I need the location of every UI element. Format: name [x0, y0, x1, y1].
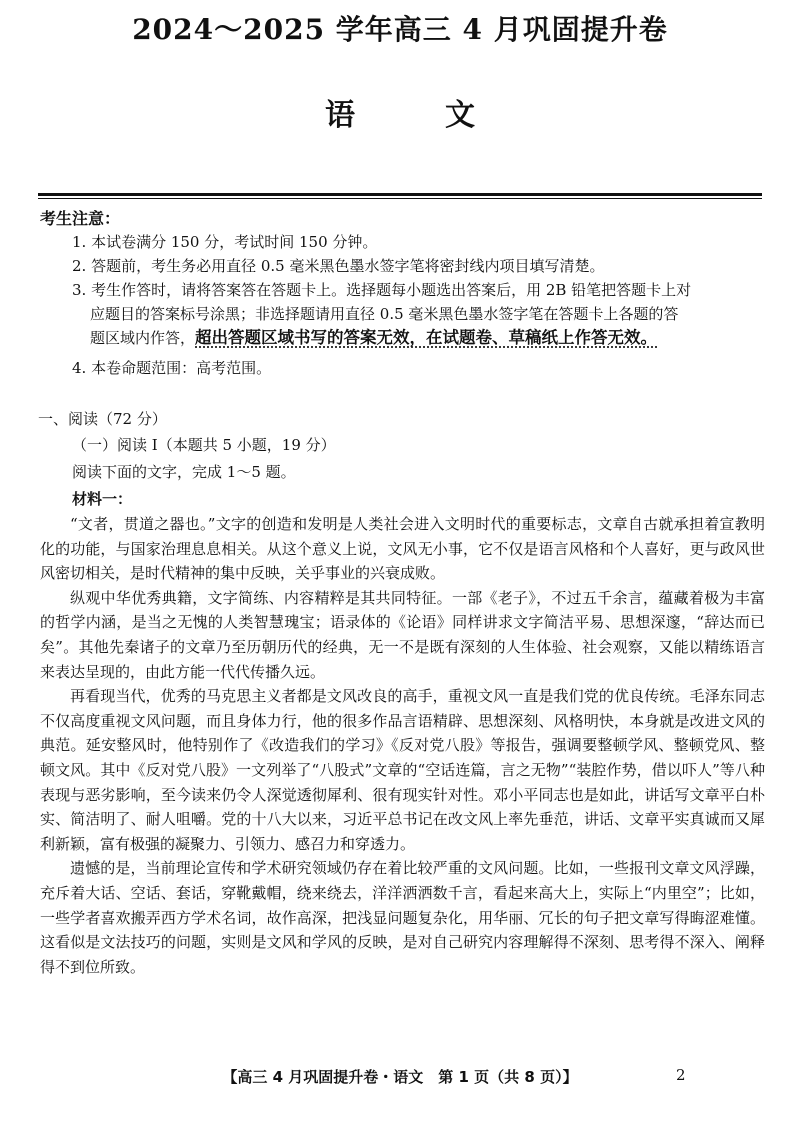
subject-title: 语文 — [325, 98, 565, 133]
paragraph-1: “文者，贯道之器也。”文字的创造和发明是人类社会进入文明时代的重要标志，文章自古就承担着宣教明化的功能，与国家治理息息相关。从这个意义上说，文风无小事，它不仅是语言风格和个人喜好，更与政风世风密切相关，是时代精神的集中反映，关乎事业的兴衰成败。 — [40, 515, 765, 583]
paragraph-2: 纵观中华优秀典籍，文字简练、内容精粹是其共同特征。一部《老子》，不过五千余言，蕴藏着极为丰富的哲学内涵，是当之无愧的人类智慧瑰宝；语录体的《论语》同样讲求文字简洁平易、思想深邃，“辞达而已矣”。其他先秦诸子的文章乃至历朝历代的经典，无一不是既有深刻的人生体验、社会观察，又能以精练语言来表达呈现的，由此方能一代代传播久远。 — [40, 588, 765, 681]
reading-instruction: 阅读下面的文字，完成 1～5 题。 — [72, 463, 296, 481]
exam-title: 2024～2025 学年高三 4 月巩固提升卷 — [132, 13, 668, 46]
header-divider — [38, 193, 762, 196]
material-label: 材料一： — [72, 490, 133, 508]
reading-subheading: （一）阅读 I（本题共 5 小题，19 分） — [72, 436, 336, 454]
notice-item-3-emphasis: 超出答题区域书写的答案无效，在试题卷、草稿纸上作答无效。 — [195, 328, 658, 347]
header-divider-thin — [38, 198, 762, 199]
paragraph-3: 再看现当代，优秀的马克思主义者都是文风改良的高手，重视文风一直是我们党的优良传统。毛泽东同志不仅高度重视文风问题，而且身体力行，他的很多作品言语精辟、思想深刻、风格明快，本身就是改进文风的典范。延安整风时，他特别作了《改造我们的学习》《反对党八股》等报告，强调要整顿学风、整顿党风、整顿文风。其中《反对党八股》一文列举了“八股式”文章的“空话连篇，言之无物”“装腔作势，借以吓人”等八种表现与恶劣影响，至今读来仍令人深觉透彻犀利、很有现实针对性。邓小平同志也是如此，讲话写文章平白朴实、简洁明了、耐人咀嚼。党的十八大以来，习近平总书记在改文风上率先垂范，讲话、文章平实真诚而又犀利新颖，富有极强的凝聚力、引领力、感召力和穿透力。 — [40, 687, 765, 853]
paragraph-4: 遗憾的是，当前理论宣传和学术研究领域仍存在着比较严重的文风问题。比如，一些报刊文章文风浮躁，充斥着大话、空话、套话，穿靴戴帽，绕来绕去，洋洋洒洒数千言，看起来高大上，实际上“内里空”；比如，一些学者喜欢搬弄西方学术名词，故作高深，把浅显问题复杂化，用华丽、冗长的句子把文章写得晦涩难懂。这看似是文法技巧的问题，实则是文风和学风的反映，是对自己研究内容理解得不深刻、思考得不深入、阐释得不到位所致。 — [40, 859, 765, 976]
footer-corner-mark: 2 — [676, 1066, 686, 1084]
page-footer: 【高三 4 月巩固提升卷・语文 第 1 页（共 8 页）】 — [222, 1068, 578, 1086]
material-body — [40, 512, 765, 979]
notice-list — [72, 230, 792, 380]
section-heading: 一、阅读（72 分） — [38, 410, 167, 428]
notice-heading: 考生注意： — [40, 209, 121, 228]
notice-item-3-prefix: 题区域内作答， — [90, 329, 196, 347]
notice-item-1: 1. 本试卷满分 150 分，考试时间 150 分钟。 — [72, 233, 378, 251]
notice-item-2: 2. 答题前，考生务必用直径 0.5 毫米黑色墨水签字笔将密封线内项目填写清楚。 — [72, 257, 605, 275]
notice-item-3-line-3 — [72, 326, 792, 350]
notice-item-3-line-1: 3. 考生作答时，请将答案答在答题卡上。选择题每小题选出答案后，用 2B 铅笔把答题卡上对 — [72, 281, 692, 299]
notice-item-4: 4. 本卷命题范围：高考范围。 — [72, 359, 272, 377]
notice-item-3-line-2: 应题目的答案标号涂黑；非选择题请用直径 0.5 毫米黑色墨水签字笔在答题卡上各题的答 — [90, 305, 679, 323]
